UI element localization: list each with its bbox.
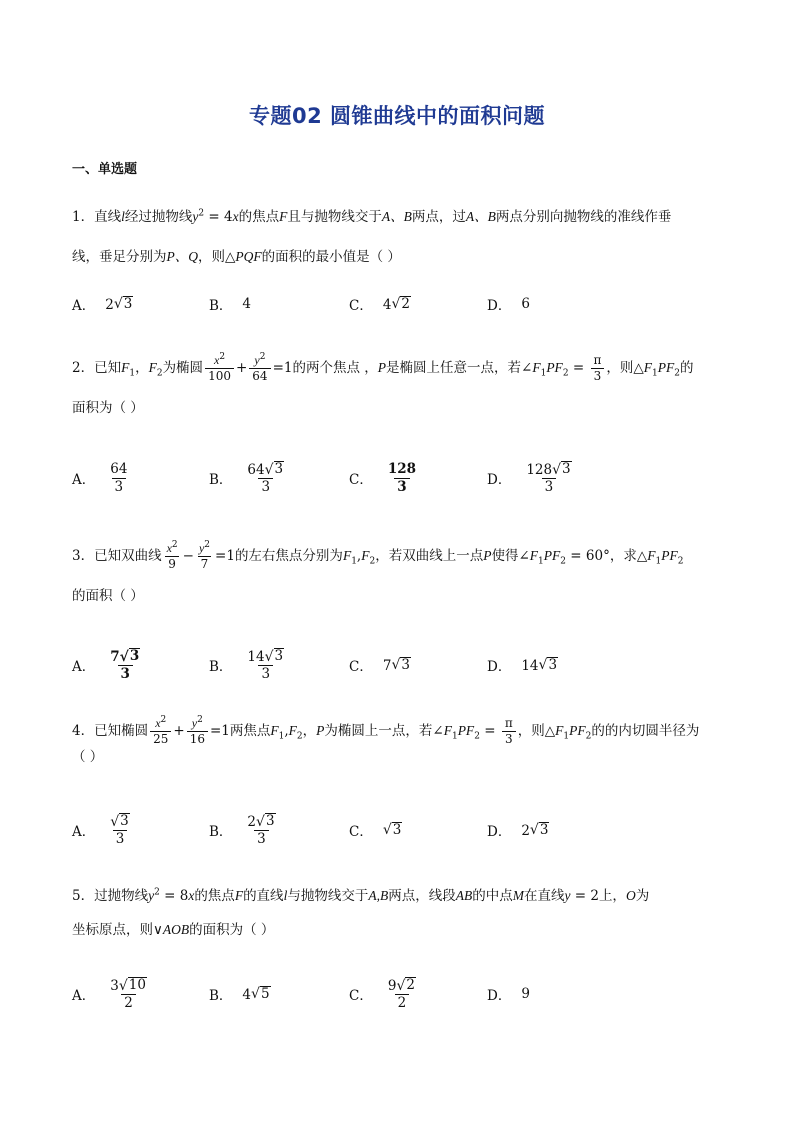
option-value: 3 √ 10 2 [110, 977, 146, 1012]
question-text: 的直线 [243, 888, 284, 904]
option-label: B． [209, 824, 233, 840]
question-text: 使得 [491, 548, 519, 564]
math-var: ∨AOB [153, 922, 190, 937]
math-var: △PQF [225, 249, 262, 264]
option-label: B． [209, 298, 233, 314]
question-text: 两点，过 [411, 209, 466, 225]
option-value: 2 √ 3 3 [247, 813, 275, 848]
options-3 [72, 645, 724, 685]
option-c[interactable] [349, 810, 402, 850]
math-formula: y = 2 [564, 888, 599, 904]
math-var: A、B [465, 209, 496, 224]
question-text: 的焦点 [194, 888, 235, 904]
question-number: 4． [72, 723, 95, 739]
options-4 [72, 810, 724, 850]
question-text: 两焦点 [229, 723, 271, 739]
question-text: 的中点 [472, 888, 513, 904]
question-text: 的面积的最小值是（ ） [261, 249, 401, 265]
question-text: 且与抛物线交于 [287, 209, 382, 225]
question-text: 已知双曲线 [94, 548, 162, 564]
option-c[interactable] [349, 974, 421, 1014]
option-value: 4 √ 2 [382, 295, 410, 313]
question-text: 面积为（ ） [72, 400, 144, 416]
option-label: C． [349, 824, 373, 840]
question-number: 5． [72, 888, 95, 904]
option-value: √ 3 [382, 821, 402, 839]
math-formula: $F_1,F_2$ [342, 548, 376, 567]
question-4 [72, 711, 724, 777]
math-formula: $y^2 = 8x$ [148, 887, 195, 904]
question-text: 为椭圆上一点，若 [324, 723, 433, 739]
option-value: 6 [521, 296, 530, 312]
question-text: 已知椭圆 [94, 723, 149, 739]
option-value: $\frac{128}{3}$ [387, 461, 417, 495]
math-formula: $\frac{x^2}{25}$ + $\frac{y^2}{16}$ =1 [148, 723, 230, 739]
option-a[interactable] [72, 810, 135, 850]
math-var: F [279, 209, 288, 224]
question-text: 已知 [94, 360, 122, 376]
option-label: D． [487, 824, 512, 840]
option-label: A． [72, 472, 96, 488]
options-5 [72, 974, 724, 1014]
math-var: M [512, 888, 524, 903]
option-value: 7 √ 3 [382, 656, 410, 674]
question-text: 的两个焦点 ， [292, 360, 378, 376]
section-heading: 一、单选题 [72, 162, 138, 177]
math-formula: $F_1$，$F_2$ [121, 360, 163, 379]
option-b[interactable] [209, 810, 281, 850]
question-text: ，则 [517, 723, 545, 739]
option-a[interactable] [72, 284, 133, 324]
option-label: B． [209, 472, 233, 488]
question-text: 两点分别向抛物线的准线作垂 [495, 209, 672, 225]
option-value: 64 √ 3 3 [247, 461, 284, 496]
option-value: 14 √ 3 3 [247, 648, 284, 683]
option-b[interactable] [209, 458, 289, 498]
math-formula: $F_1,F_2$ [270, 723, 303, 742]
math-var: AB [455, 888, 473, 903]
option-a[interactable] [72, 458, 132, 498]
math-formula: $\frac{x^2}{9}$ − $\frac{y^2}{7}$ =1 [166, 540, 235, 571]
question-text: ，则 [606, 360, 634, 376]
option-c[interactable] [349, 458, 421, 498]
option-value: 9 [521, 986, 530, 1002]
question-2 [72, 348, 724, 428]
question-text: 为 [635, 888, 650, 904]
option-b[interactable] [209, 645, 289, 685]
question-number: 2． [72, 360, 95, 376]
option-value: $\frac{64}{3}$ [110, 461, 128, 495]
option-value: 2 √ 3 [105, 295, 133, 313]
question-text: 的焦点 [238, 209, 280, 225]
math-var: A,B [368, 888, 389, 903]
question-text: 上， [598, 888, 626, 904]
question-text: 在直线 [523, 888, 565, 904]
page-title: 专题02 圆锥曲线中的面积问题 [248, 104, 546, 128]
option-label: B． [209, 659, 233, 675]
question-number: 3． [72, 548, 95, 564]
options-1 [72, 284, 724, 324]
question-text: ，若双曲线上一点 [375, 548, 484, 564]
question-number: 1． [72, 209, 95, 225]
option-d[interactable] [487, 645, 558, 685]
math-formula: $\triangle F_1PF_2$ [544, 723, 592, 742]
option-value: 14 √ 3 [521, 656, 558, 674]
math-var: P [316, 723, 325, 738]
math-var: P [377, 360, 387, 375]
option-b[interactable] [209, 284, 251, 324]
math-var: P、Q [166, 249, 198, 264]
option-a[interactable] [72, 974, 152, 1014]
option-label: A． [72, 298, 96, 314]
math-var: F [234, 888, 244, 903]
option-d[interactable] [487, 458, 577, 498]
question-text: ， [302, 723, 317, 739]
question-text: 与抛物线交于 [287, 888, 369, 904]
question-text: ，求 [609, 548, 637, 564]
math-formula: $\frac{x^2}{100}$ + $\frac{y^2}{64}$ =1 [203, 360, 292, 376]
option-label: D． [487, 988, 512, 1004]
option-label: D． [487, 472, 512, 488]
question-text: 线，垂足分别为 [72, 249, 167, 265]
question-3 [72, 536, 724, 616]
math-var: l [283, 888, 288, 903]
question-text: 的 [679, 360, 694, 376]
options-2 [72, 458, 724, 498]
option-label: B． [209, 988, 233, 1004]
option-label: D． [487, 298, 512, 314]
math-var: O [625, 888, 636, 903]
question-text: 的左右焦点分别为 [234, 548, 343, 564]
option-value: √ 3 3 [110, 813, 129, 848]
option-a[interactable] [72, 645, 145, 685]
math-formula: $\angle F_1PF_2 = 60^\circ$ [518, 548, 610, 567]
math-var: P [483, 548, 492, 563]
option-value: 2 √ 3 [521, 821, 549, 839]
question-text: 的面积（ ） [72, 588, 144, 604]
question-text: 两点，线段 [388, 888, 456, 904]
option-c[interactable] [349, 645, 411, 685]
math-formula: $\angle F_1PF_2$ = $\frac{\pi}{3}$ [432, 723, 517, 739]
math-formula: $\triangle F_1PF_2$ [636, 548, 684, 567]
math-var: l [121, 209, 125, 224]
math-formula: $y^2 = 4x$ [192, 208, 239, 225]
option-label: D． [487, 659, 512, 675]
question-5 [72, 876, 724, 950]
question-text: 坐标原点，则 [72, 922, 153, 938]
math-formula: $\triangle F_1PF_2$ [633, 360, 680, 379]
question-text: （ ） [72, 749, 104, 765]
question-text: ，则 [198, 249, 225, 265]
math-var: A、B [381, 209, 412, 224]
option-label: A． [72, 988, 96, 1004]
option-b[interactable] [209, 974, 271, 1014]
option-label: A． [72, 824, 96, 840]
math-formula: $\angle F_1PF_2$ = $\frac{\pi}{3}$ [521, 360, 606, 376]
option-value: 7 √ 3 3 [110, 648, 140, 683]
question-text: 的的内切圆半径为 [591, 723, 700, 739]
option-value: 128 √ 3 3 [526, 461, 571, 496]
question-text: 过抛物线 [94, 888, 149, 904]
option-d[interactable] [487, 974, 530, 1014]
question-text: 的面积为（ ） [189, 922, 275, 938]
option-d[interactable] [487, 810, 549, 850]
option-label: C． [349, 988, 373, 1004]
option-c[interactable] [349, 284, 411, 324]
question-text: 经过抛物线 [124, 209, 193, 225]
question-text: 为椭圆 [162, 360, 204, 376]
option-d[interactable] [487, 284, 530, 324]
option-value: 4 [242, 296, 252, 312]
option-value: 4 √ 5 [242, 985, 270, 1003]
option-label: C． [349, 472, 373, 488]
question-text: 直线 [94, 209, 122, 225]
option-value: 9 √ 2 2 [387, 977, 415, 1012]
question-1 [72, 197, 724, 277]
option-label: C． [349, 659, 373, 675]
option-label: C． [349, 298, 373, 314]
option-label: A． [72, 659, 96, 675]
question-text: 是椭圆上任意一点，若 [386, 360, 522, 376]
